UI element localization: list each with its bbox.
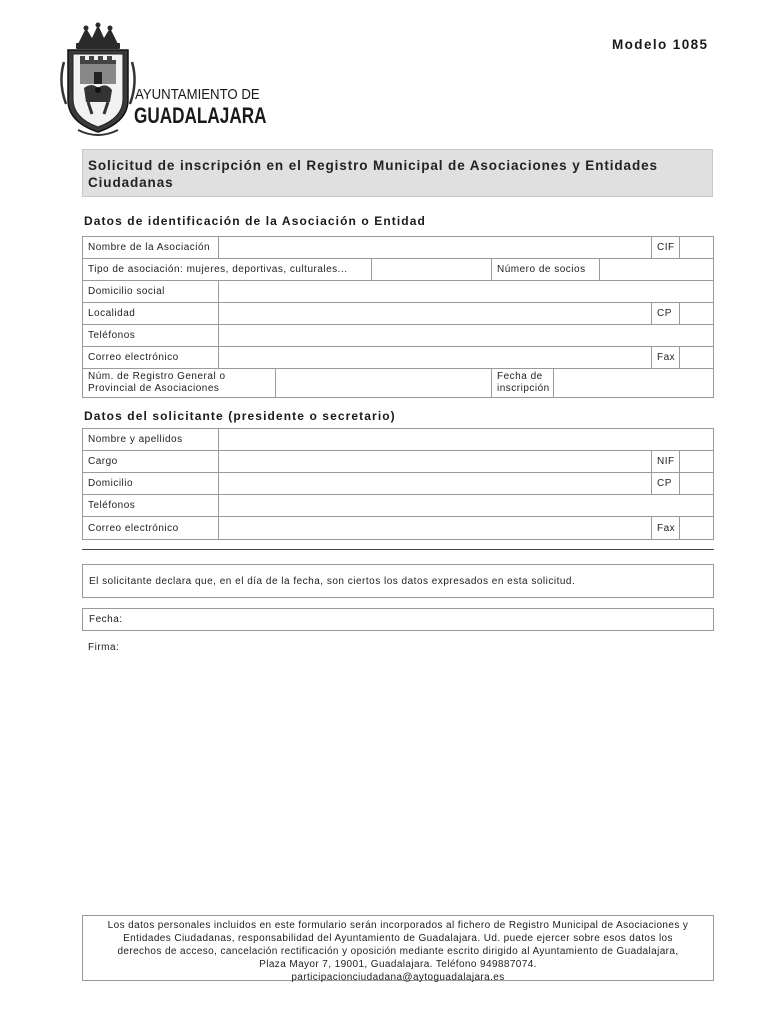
row-registro xyxy=(83,369,713,397)
input-telefonos[interactable] xyxy=(218,325,713,346)
entity-table xyxy=(82,236,714,398)
row-nombre-asociacion xyxy=(83,237,713,259)
label-tipo-asociacion: Tipo de asociación: mujeres, deportivas, culturales... xyxy=(88,264,348,275)
label-fax: Fax xyxy=(651,347,679,368)
row-telefonos xyxy=(83,325,713,347)
label-numero-socios: Número de socios xyxy=(491,259,599,280)
label-correo-solicitante: Correo electrónico xyxy=(88,522,179,534)
privacy-line-4: Plaza Mayor 7, 19001, Guadalajara. Teléfono 949887074. xyxy=(259,959,537,970)
privacy-notice xyxy=(82,915,714,981)
label-domicilio-social: Domicilio social xyxy=(88,286,165,297)
input-localidad[interactable] xyxy=(218,303,651,324)
input-cargo[interactable] xyxy=(218,451,651,472)
label-cp: CP xyxy=(651,303,679,324)
label-cp-solicitante: CP xyxy=(651,473,679,494)
row-correo xyxy=(83,347,713,369)
label-fecha-line1: Fecha de xyxy=(497,371,543,382)
privacy-line-3: derechos de acceso, cancelación rectificación y oposición mediante escrito dirigido al Ayuntamiento de Guadalajara, xyxy=(117,946,679,957)
input-correo-solicitante[interactable] xyxy=(218,517,651,539)
label-nombre-apellidos: Nombre y apellidos xyxy=(88,434,183,445)
privacy-email-link[interactable]: participacionciudadana@aytoguadalajara.es xyxy=(291,972,505,983)
label-fecha-inscripcion xyxy=(491,369,553,397)
firma-label: Firma: xyxy=(88,642,120,653)
label-fax-solicitante: Fax xyxy=(651,517,679,539)
label-registro-line1: Núm. de Registro General o xyxy=(88,371,226,382)
label-nombre-asociacion: Nombre de la Asociación xyxy=(88,242,211,253)
section-divider xyxy=(82,549,714,550)
input-fecha-inscripcion[interactable] xyxy=(553,369,713,397)
input-nombre-asociacion[interactable] xyxy=(218,237,651,258)
row-localidad xyxy=(83,303,713,325)
input-nombre-apellidos[interactable] xyxy=(218,429,713,450)
input-tipo-asociacion[interactable] xyxy=(371,259,491,280)
privacy-line-2: Entidades Ciudadanas, responsabilidad del Ayuntamiento de Guadalajara. Ud. puede ejercer sobre esos datos los xyxy=(123,933,673,944)
section-heading-applicant: Datos del solicitante (presidente o secretario) xyxy=(84,409,396,423)
fecha-label: Fecha: xyxy=(89,614,123,625)
label-telefonos: Teléfonos xyxy=(88,330,136,341)
section-heading-entity: Datos de identificación de la Asociación o Entidad xyxy=(84,214,426,228)
row-tipo-asociacion xyxy=(83,259,713,281)
label-registro-line2: Provincial de Asociaciones xyxy=(88,383,220,394)
label-domicilio-solicitante: Domicilio xyxy=(88,478,134,489)
input-domicilio-social[interactable] xyxy=(218,281,713,302)
row-domicilio-solicitante xyxy=(83,473,713,495)
fecha-field[interactable] xyxy=(82,608,714,631)
label-cif: CIF xyxy=(651,237,679,258)
label-registro xyxy=(83,369,275,397)
input-cif[interactable] xyxy=(679,237,713,258)
input-registro[interactable] xyxy=(275,369,491,397)
row-cargo xyxy=(83,451,713,473)
input-correo[interactable] xyxy=(218,347,651,368)
row-telefonos-solicitante xyxy=(83,495,713,517)
label-correo: Correo electrónico xyxy=(88,352,179,363)
label-cargo: Cargo xyxy=(88,456,118,467)
input-cp[interactable] xyxy=(679,303,713,324)
input-numero-socios[interactable] xyxy=(599,259,713,280)
label-fecha-line2: inscripción xyxy=(497,383,550,394)
label-localidad: Localidad xyxy=(88,308,136,319)
declaration-box: El solicitante declara que, en el día de la fecha, son ciertos los datos expresados en esta solicitud. xyxy=(82,564,714,598)
input-domicilio-solicitante[interactable] xyxy=(218,473,651,494)
model-code: Modelo 1085 xyxy=(612,37,709,52)
form-title: Solicitud de inscripción en el Registro Municipal de Asociaciones y Entidades Ciudadanas xyxy=(88,158,658,190)
input-nif[interactable] xyxy=(679,451,713,472)
row-correo-solicitante xyxy=(83,517,713,539)
row-nombre-apellidos xyxy=(83,429,713,451)
input-cp-solicitante[interactable] xyxy=(679,473,713,494)
logo-text-ayuntamiento: AYUNTAMIENTO DE xyxy=(135,86,260,103)
label-nif: NIF xyxy=(651,451,679,472)
input-telefonos-solicitante[interactable] xyxy=(218,495,713,516)
row-domicilio-social xyxy=(83,281,713,303)
logo-text-guadalajara: GUADALAJARA xyxy=(134,103,267,128)
input-fax-solicitante[interactable] xyxy=(679,517,713,539)
input-fax[interactable] xyxy=(679,347,713,368)
label-telefonos-solicitante: Teléfonos xyxy=(88,500,136,511)
privacy-line-1: Los datos personales incluidos en este formulario serán incorporados al fichero de Registro Municipal de Asociaciones y xyxy=(107,920,689,931)
applicant-table xyxy=(82,428,714,540)
